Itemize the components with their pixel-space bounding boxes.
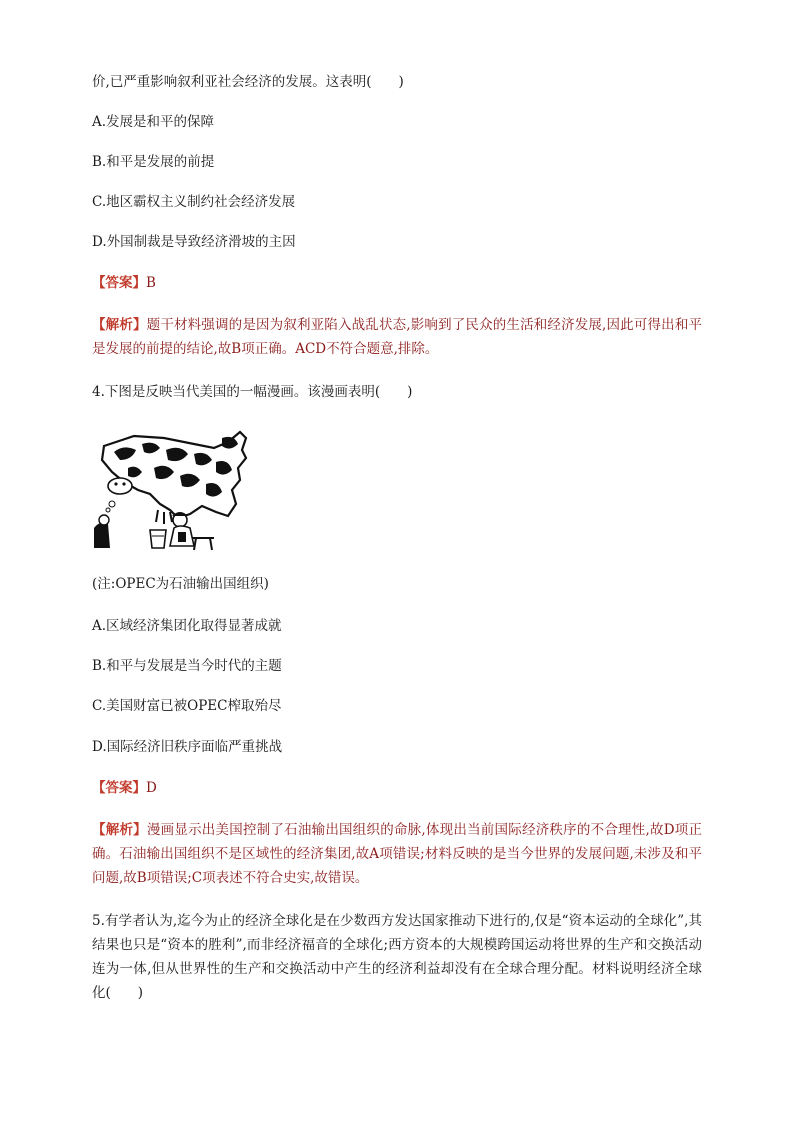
q3-option-a: A.发展是和平的保障 [92, 114, 215, 130]
q4-option-b: B.和平与发展是当今时代的主题 [92, 658, 282, 674]
q4-answer-tag: 【答案】 [92, 780, 146, 796]
q4-option-d: D.国际经济旧秩序面临严重挑战 [92, 739, 283, 755]
q4-option-c: C.美国财富已被OPEC榨取殆尽 [92, 698, 282, 714]
q3-answer-tag: 【答案】 [92, 275, 146, 291]
q4-analysis-tag: 【解析】 [92, 822, 147, 838]
q4-stem: 4.下图是反映当代美国的一幅漫画。该漫画表明( ) [92, 384, 413, 400]
q3-analysis-tag: 【解析】 [92, 317, 147, 333]
q3-option-b: B.和平是发展的前提 [92, 154, 215, 170]
q3-answer-value: B [146, 275, 156, 291]
opec-cartoon-image [94, 424, 252, 556]
q3-analysis-text: 题干材料强调的是因为叙利亚陷入战乱状态,影响到了民众的生活和经济发展,因此可得出和平是发展的前提的结论,故B项正确。ACD不符合题意,排除。 [92, 317, 703, 357]
q4-note: (注:OPEC为石油输出国组织) [92, 576, 269, 592]
q4-option-a: A.区域经济集团化取得显著成就 [92, 618, 282, 634]
q4-analysis-text: 漫画显示出美国控制了石油输出国组织的命脉,体现出当前国际经济秩序的不合理性,故D项正确。石油输出国组织不是区域性的经济集团,故A项错误;材料反映的是当今世界的发展问题,未涉及和平问题,故B项错误;C项表述不符合史实,故错误。 [92, 822, 703, 886]
q3-option-c: C.地区霸权主义制约社会经济发展 [92, 194, 296, 210]
q3-answer [92, 271, 156, 295]
q4-answer [92, 776, 157, 800]
q4-analysis [92, 818, 702, 890]
q5-stem: 5.有学者认为,迄今为止的经济全球化是在少数西方发达国家推动下进行的,仅是“资本运动的全球化”,其结果也只是“资本的胜利”,而非经济福音的全球化;西方资本的大规模跨国运动将世界的生产和交换活动连为一体,但从世界性的生产和交换活动中产生的经济利益却没有在全球合理分配。材料说明经济全球化( ) [92, 913, 702, 1001]
q3-option-d: D.外国制裁是导致经济滑坡的主因 [92, 234, 296, 250]
q3-analysis [92, 313, 702, 361]
q3-stem-tail: 价,已严重影响叙利亚社会经济的发展。这表明( ) [92, 74, 404, 90]
q4-answer-value: D [146, 780, 157, 796]
